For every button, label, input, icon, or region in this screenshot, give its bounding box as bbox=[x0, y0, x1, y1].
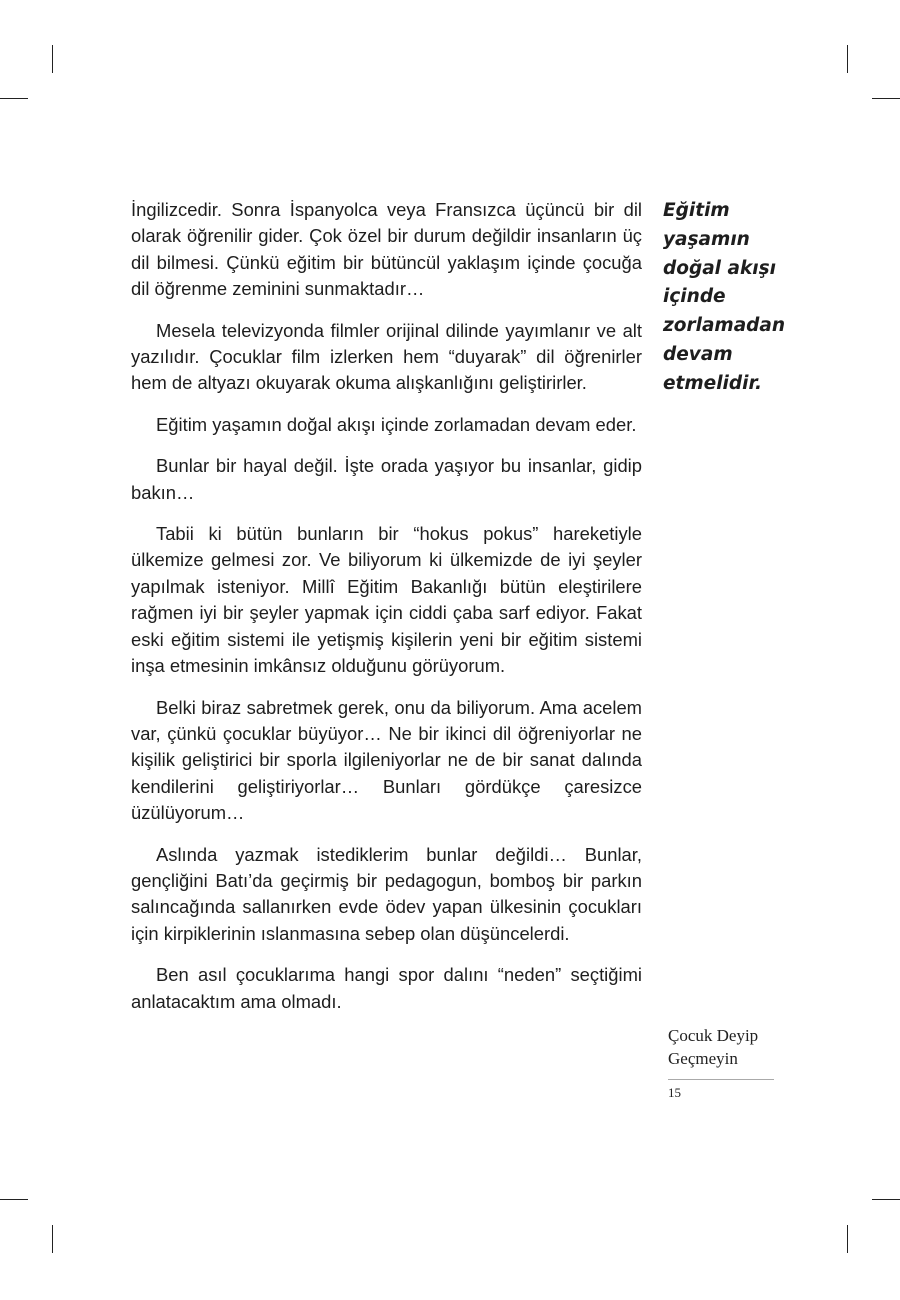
book-title-line: Çocuk Deyip bbox=[668, 1026, 759, 1045]
book-title-line: Geçmeyin bbox=[668, 1049, 738, 1068]
paragraph: Tabii ki bütün bunların bir “hokus pokus” hareketiyle ülkemize gelmesi zor. Ve biliyorum ki ülkemizde de iyi şeyler yapılmak isteniyor. Millî Eğitim Bakanlığı bütün eleştirilere rağmen iyi bir şeyler yapmak için ciddi çaba sarf ediyor. Fakat eski eğitim sistemi ile yetişmiş kişilerin yeni bir eğitim sistemi inşa etmesinin imkânsız olduğunu görüyorum. bbox=[131, 523, 642, 677]
paragraph: Mesela televizyonda filmler orijinal dilinde yayımlanır ve alt yazılıdır. Çocuklar film izlerken hem “duyarak” dil öğrenirler hem de altyazı okuyarak okuma alışkanlığını geliştirirler. bbox=[131, 319, 642, 394]
crop-mark-top-right-vertical bbox=[847, 45, 848, 73]
paragraph: Eğitim yaşamın doğal akışı içinde zorlamadan devam eder. bbox=[156, 413, 637, 435]
footer-divider bbox=[668, 1079, 774, 1080]
paragraph: Aslında yazmak istediklerim bunlar değildi… Bunlar, gençliğini Batı’da geçirmiş bir pedagogun, bomboş bir parkın salıncağında sallanırken evde ödev yapan ülkesinin çocukları için kirpiklerinin ıslanmasına sebep olan düşüncelerdi. bbox=[131, 843, 642, 944]
pull-quote-line: doğal akışı bbox=[663, 257, 776, 279]
paragraph: Bunlar bir hayal değil. İşte orada yaşıyor bu insanlar, gidip bakın… bbox=[131, 455, 642, 503]
pull-quote-line: Eğitim bbox=[663, 200, 730, 221]
pull-quote-line: içinde bbox=[663, 286, 726, 308]
pull-quote bbox=[663, 197, 793, 399]
page-number: 15 bbox=[668, 1085, 681, 1100]
crop-mark-bottom-left-horizontal bbox=[0, 1199, 28, 1200]
paragraph: İngilizcedir. Sonra İspanyolca veya Fransızca üçüncü bir dil olarak öğrenilir gider. Çok özel bir durum değildir insanların üç dil bilmesi. Çünkü eğitim bir bütüncül yaklaşım içinde çocuğa dil öğrenme zeminini sunmaktadır… bbox=[131, 199, 642, 300]
crop-mark-bottom-right-vertical bbox=[847, 1225, 848, 1253]
crop-mark-top-left-horizontal bbox=[0, 98, 28, 99]
body-text-column bbox=[131, 197, 642, 1030]
pull-quote-line: yaşamın bbox=[663, 228, 750, 250]
paragraph: Ben asıl çocuklarıma hangi spor dalını “neden” seçtiğimi anlatacaktım ama olmadı. bbox=[131, 964, 642, 1012]
pull-quote-line: etmelidir. bbox=[663, 372, 762, 394]
crop-mark-top-right-horizontal bbox=[872, 98, 900, 99]
crop-mark-bottom-left-vertical bbox=[52, 1225, 53, 1253]
paragraph: Belki biraz sabretmek gerek, onu da biliyorum. Ama acelem var, çünkü çocuklar büyüyor… Ne bir ikinci dil öğreniyorlar ne kişilik geliştirici bir sporla ilgileniyorlar ne de bir sanat dalında kendilerini geliştiriyorlar… Bunları gördükçe çaresizce üzülüyorum… bbox=[131, 696, 642, 824]
pull-quote-line: devam bbox=[663, 343, 733, 365]
crop-mark-bottom-right-horizontal bbox=[872, 1199, 900, 1200]
pull-quote-line: zorlamadan bbox=[663, 315, 786, 337]
crop-mark-top-left-vertical bbox=[52, 45, 53, 73]
book-title bbox=[668, 1024, 788, 1070]
